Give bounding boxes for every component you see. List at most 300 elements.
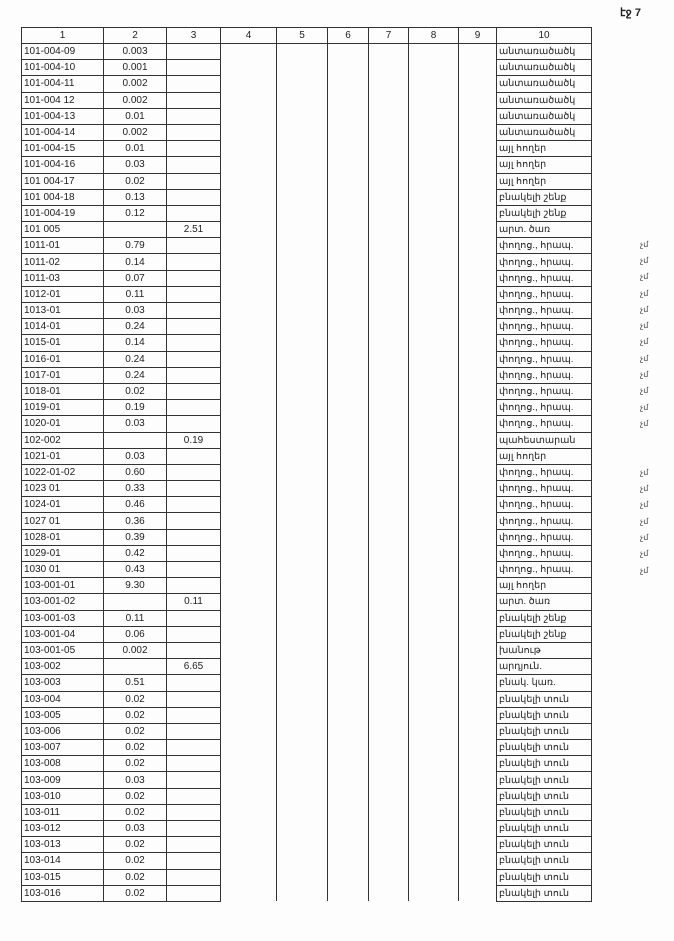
area-col3: [167, 173, 221, 189]
empty-cell: [409, 189, 459, 205]
empty-cell: [459, 545, 497, 561]
land-use-type: փողոց., հրապ.: [497, 416, 592, 432]
empty-cell: [369, 659, 409, 675]
area-col2: 9.30: [104, 578, 167, 594]
empty-cell: [328, 189, 369, 205]
empty-cell: [221, 383, 277, 399]
empty-cell: [409, 222, 459, 238]
empty-cell: [328, 562, 369, 578]
land-use-type: փողոց., հրապ.: [497, 481, 592, 497]
empty-cell: [221, 351, 277, 367]
empty-cell: [459, 788, 497, 804]
empty-cell: [221, 173, 277, 189]
header-row: [22, 28, 592, 44]
empty-cell: [277, 92, 328, 108]
table-row: [22, 885, 592, 901]
table-row: [22, 141, 592, 157]
empty-cell: [409, 464, 459, 480]
empty-cell: [221, 464, 277, 480]
empty-cell: [369, 303, 409, 319]
table-row: [22, 432, 592, 448]
empty-cell: [459, 448, 497, 464]
empty-cell: [459, 707, 497, 723]
parcel-code: 1013-01: [22, 303, 104, 319]
parcel-code: 101 005: [22, 222, 104, 238]
empty-cell: [221, 60, 277, 76]
empty-cell: [459, 853, 497, 869]
empty-cell: [221, 400, 277, 416]
empty-cell: [221, 44, 277, 60]
margin-note: չմ: [640, 304, 649, 314]
land-use-type: փողոց., հրապ.: [497, 319, 592, 335]
empty-cell: [221, 756, 277, 772]
empty-cell: [409, 319, 459, 335]
empty-cell: [459, 869, 497, 885]
empty-cell: [459, 740, 497, 756]
empty-cell: [459, 804, 497, 820]
table-row: [22, 481, 592, 497]
empty-cell: [459, 270, 497, 286]
area-col2: 0.02: [104, 740, 167, 756]
empty-cell: [221, 238, 277, 254]
area-col2: 0.03: [104, 416, 167, 432]
parcel-code: 1015-01: [22, 335, 104, 351]
empty-cell: [328, 594, 369, 610]
parcel-code: 1016-01: [22, 351, 104, 367]
empty-cell: [409, 141, 459, 157]
empty-cell: [369, 837, 409, 853]
empty-cell: [221, 853, 277, 869]
empty-cell: [369, 400, 409, 416]
land-use-type: այլ հողեր: [497, 578, 592, 594]
empty-cell: [369, 432, 409, 448]
area-col3: [167, 351, 221, 367]
table-row: [22, 238, 592, 254]
table-row: [22, 578, 592, 594]
empty-cell: [369, 108, 409, 124]
area-col2: 0.02: [104, 756, 167, 772]
empty-cell: [409, 351, 459, 367]
land-use-type: փողոց., հրապ.: [497, 270, 592, 286]
table-row: [22, 351, 592, 367]
empty-cell: [221, 529, 277, 545]
table-row: [22, 594, 592, 610]
empty-cell: [328, 141, 369, 157]
empty-cell: [221, 222, 277, 238]
empty-cell: [221, 885, 277, 901]
area-col3: [167, 367, 221, 383]
area-col2: 0.002: [104, 642, 167, 658]
margin-note: չմ: [640, 337, 649, 347]
land-use-type: փողոց., հրապ.: [497, 383, 592, 399]
land-use-type: անտառածածկ: [497, 60, 592, 76]
empty-cell: [459, 513, 497, 529]
empty-cell: [459, 319, 497, 335]
area-col3: [167, 303, 221, 319]
empty-cell: [277, 594, 328, 610]
empty-cell: [328, 578, 369, 594]
parcel-code: 101-004-09: [22, 44, 104, 60]
parcel-code: 103-004: [22, 691, 104, 707]
empty-cell: [369, 853, 409, 869]
empty-cell: [328, 497, 369, 513]
empty-cell: [328, 205, 369, 221]
table-row: [22, 189, 592, 205]
table-row: [22, 529, 592, 545]
area-col2: 0.003: [104, 44, 167, 60]
empty-cell: [221, 740, 277, 756]
area-col2: 0.13: [104, 189, 167, 205]
empty-cell: [221, 723, 277, 739]
table-row: [22, 124, 592, 140]
empty-cell: [369, 286, 409, 302]
empty-cell: [221, 76, 277, 92]
empty-cell: [369, 416, 409, 432]
empty-cell: [369, 157, 409, 173]
empty-cell: [459, 432, 497, 448]
empty-cell: [409, 707, 459, 723]
area-col3: [167, 448, 221, 464]
parcel-code: 102-002: [22, 432, 104, 448]
empty-cell: [409, 723, 459, 739]
table-row: [22, 772, 592, 788]
parcel-code: 1027 01: [22, 513, 104, 529]
parcel-code: 101-004-19: [22, 205, 104, 221]
empty-cell: [277, 173, 328, 189]
empty-cell: [459, 772, 497, 788]
parcel-code: 1024-01: [22, 497, 104, 513]
empty-cell: [409, 869, 459, 885]
margin-note: չմ: [640, 500, 649, 510]
empty-cell: [221, 254, 277, 270]
empty-cell: [409, 529, 459, 545]
area-col3: [167, 76, 221, 92]
empty-cell: [369, 254, 409, 270]
empty-cell: [277, 804, 328, 820]
empty-cell: [369, 885, 409, 901]
empty-cell: [369, 756, 409, 772]
empty-cell: [409, 659, 459, 675]
land-use-type: անտառածածկ: [497, 108, 592, 124]
empty-cell: [277, 270, 328, 286]
table-row: [22, 675, 592, 691]
empty-cell: [221, 659, 277, 675]
land-register-table: [21, 27, 592, 902]
area-col2: [104, 659, 167, 675]
empty-cell: [328, 416, 369, 432]
empty-cell: [277, 222, 328, 238]
empty-cell: [409, 400, 459, 416]
empty-cell: [369, 189, 409, 205]
table-row: [22, 837, 592, 853]
empty-cell: [277, 675, 328, 691]
area-col2: 0.11: [104, 286, 167, 302]
area-col2: 0.33: [104, 481, 167, 497]
area-col3: [167, 610, 221, 626]
empty-cell: [369, 60, 409, 76]
table-row: [22, 416, 592, 432]
empty-cell: [221, 610, 277, 626]
empty-cell: [277, 303, 328, 319]
parcel-code: 103-001-02: [22, 594, 104, 610]
empty-cell: [369, 642, 409, 658]
land-use-type: բնակելի տուն: [497, 740, 592, 756]
empty-cell: [459, 885, 497, 901]
empty-cell: [459, 189, 497, 205]
empty-cell: [409, 642, 459, 658]
parcel-code: 1011-01: [22, 238, 104, 254]
land-use-type: բնակելի շենք: [497, 189, 592, 205]
empty-cell: [328, 804, 369, 820]
empty-cell: [409, 740, 459, 756]
parcel-code: 103-016: [22, 885, 104, 901]
parcel-code: 1011-03: [22, 270, 104, 286]
table-row: [22, 707, 592, 723]
area-col2: 0.02: [104, 691, 167, 707]
empty-cell: [277, 108, 328, 124]
empty-cell: [277, 238, 328, 254]
empty-cell: [328, 756, 369, 772]
empty-cell: [459, 675, 497, 691]
empty-cell: [369, 610, 409, 626]
table-row: [22, 367, 592, 383]
empty-cell: [277, 723, 328, 739]
area-col3: [167, 804, 221, 820]
parcel-code: 103-014: [22, 853, 104, 869]
table-row: [22, 869, 592, 885]
empty-cell: [328, 173, 369, 189]
margin-note: չմ: [640, 370, 649, 379]
margin-note: չմ: [640, 255, 649, 265]
parcel-code: 1023 01: [22, 481, 104, 497]
area-col2: 0.02: [104, 837, 167, 853]
empty-cell: [277, 60, 328, 76]
parcel-code: 103-012: [22, 821, 104, 837]
empty-cell: [409, 44, 459, 60]
empty-cell: [409, 108, 459, 124]
empty-cell: [221, 691, 277, 707]
table-row: [22, 303, 592, 319]
empty-cell: [459, 562, 497, 578]
parcel-code: 101-004-11: [22, 76, 104, 92]
margin-note: չմ: [640, 402, 649, 412]
empty-cell: [459, 383, 497, 399]
empty-cell: [459, 60, 497, 76]
empty-cell: [369, 869, 409, 885]
land-use-type: արդյուն.: [497, 659, 592, 675]
empty-cell: [328, 529, 369, 545]
area-col3: [167, 124, 221, 140]
empty-cell: [277, 335, 328, 351]
empty-cell: [409, 286, 459, 302]
margin-note: չմ: [640, 418, 649, 428]
empty-cell: [221, 157, 277, 173]
empty-cell: [369, 545, 409, 561]
land-use-type: բնակելի շենք: [497, 205, 592, 221]
area-col2: 0.60: [104, 464, 167, 480]
parcel-code: 101-004-14: [22, 124, 104, 140]
empty-cell: [409, 60, 459, 76]
area-col2: 0.43: [104, 562, 167, 578]
area-col2: 0.12: [104, 205, 167, 221]
empty-cell: [328, 432, 369, 448]
area-col2: 0.02: [104, 853, 167, 869]
table-row: [22, 562, 592, 578]
empty-cell: [369, 497, 409, 513]
parcel-code: 1028-01: [22, 529, 104, 545]
col-header: 3: [167, 28, 221, 44]
area-col2: 0.51: [104, 675, 167, 691]
area-col2: 0.07: [104, 270, 167, 286]
empty-cell: [221, 513, 277, 529]
area-col3: 2.51: [167, 222, 221, 238]
area-col3: [167, 675, 221, 691]
area-col2: 0.42: [104, 545, 167, 561]
land-use-type: բնակելի տուն: [497, 885, 592, 901]
table-row: [22, 610, 592, 626]
area-col3: [167, 756, 221, 772]
empty-cell: [328, 60, 369, 76]
empty-cell: [369, 141, 409, 157]
empty-cell: [221, 416, 277, 432]
area-col3: [167, 141, 221, 157]
empty-cell: [277, 448, 328, 464]
table-row: [22, 659, 592, 675]
empty-cell: [328, 772, 369, 788]
empty-cell: [328, 869, 369, 885]
empty-cell: [277, 319, 328, 335]
empty-cell: [459, 335, 497, 351]
empty-cell: [459, 173, 497, 189]
empty-cell: [328, 853, 369, 869]
parcel-code: 101-004-10: [22, 60, 104, 76]
parcel-code: 103-007: [22, 740, 104, 756]
area-col2: 0.14: [104, 254, 167, 270]
parcel-code: 101-004-16: [22, 157, 104, 173]
area-col2: 0.11: [104, 610, 167, 626]
area-col3: [167, 481, 221, 497]
area-col3: [167, 837, 221, 853]
area-col3: 0.11: [167, 594, 221, 610]
empty-cell: [409, 124, 459, 140]
land-use-type: այլ հողեր: [497, 141, 592, 157]
empty-cell: [221, 432, 277, 448]
area-col2: 0.002: [104, 76, 167, 92]
parcel-code: 101-004 12: [22, 92, 104, 108]
empty-cell: [459, 367, 497, 383]
page-number: էջ 7: [620, 7, 641, 19]
margin-note: չմ: [640, 386, 649, 396]
empty-cell: [277, 756, 328, 772]
area-col3: [167, 383, 221, 399]
empty-cell: [409, 238, 459, 254]
parcel-code: 101 004-18: [22, 189, 104, 205]
area-col3: [167, 189, 221, 205]
parcel-code: 1019-01: [22, 400, 104, 416]
empty-cell: [459, 659, 497, 675]
area-col2: [104, 594, 167, 610]
empty-cell: [221, 141, 277, 157]
table-row: [22, 44, 592, 60]
empty-cell: [221, 578, 277, 594]
land-use-type: բնակելի տուն: [497, 869, 592, 885]
empty-cell: [277, 432, 328, 448]
area-col3: [167, 335, 221, 351]
empty-cell: [221, 788, 277, 804]
empty-cell: [277, 610, 328, 626]
empty-cell: [459, 626, 497, 642]
empty-cell: [221, 481, 277, 497]
area-col3: [167, 545, 221, 561]
table-row: [22, 545, 592, 561]
empty-cell: [409, 804, 459, 820]
empty-cell: [277, 821, 328, 837]
empty-cell: [409, 691, 459, 707]
empty-cell: [277, 707, 328, 723]
land-use-type: փողոց., հրապ.: [497, 545, 592, 561]
empty-cell: [277, 642, 328, 658]
area-col3: [167, 108, 221, 124]
land-use-type: բնակ. կառ.: [497, 675, 592, 691]
empty-cell: [221, 869, 277, 885]
area-col3: [167, 788, 221, 804]
area-col2: 0.002: [104, 124, 167, 140]
empty-cell: [459, 400, 497, 416]
empty-cell: [459, 303, 497, 319]
empty-cell: [409, 853, 459, 869]
empty-cell: [369, 707, 409, 723]
empty-cell: [409, 383, 459, 399]
empty-cell: [409, 675, 459, 691]
empty-cell: [369, 222, 409, 238]
empty-cell: [459, 578, 497, 594]
table-row: [22, 108, 592, 124]
table-row: [22, 448, 592, 464]
land-use-type: այլ հողեր: [497, 157, 592, 173]
empty-cell: [369, 788, 409, 804]
table-row: [22, 691, 592, 707]
parcel-code: 103-008: [22, 756, 104, 772]
area-col2: 0.36: [104, 513, 167, 529]
land-use-type: անտառածածկ: [497, 124, 592, 140]
table-row: [22, 173, 592, 189]
empty-cell: [277, 189, 328, 205]
empty-cell: [328, 157, 369, 173]
empty-cell: [369, 205, 409, 221]
empty-cell: [459, 254, 497, 270]
empty-cell: [221, 286, 277, 302]
empty-cell: [221, 92, 277, 108]
empty-cell: [328, 513, 369, 529]
land-use-type: փողոց., հրապ.: [497, 529, 592, 545]
empty-cell: [221, 108, 277, 124]
area-col2: 0.03: [104, 157, 167, 173]
empty-cell: [277, 853, 328, 869]
empty-cell: [221, 626, 277, 642]
area-col3: [167, 626, 221, 642]
empty-cell: [369, 626, 409, 642]
empty-cell: [277, 141, 328, 157]
table-row: [22, 319, 592, 335]
empty-cell: [459, 642, 497, 658]
area-col3: 0.19: [167, 432, 221, 448]
area-col2: 0.002: [104, 92, 167, 108]
empty-cell: [459, 837, 497, 853]
empty-cell: [221, 707, 277, 723]
area-col3: 6.65: [167, 659, 221, 675]
parcel-code: 103-009: [22, 772, 104, 788]
empty-cell: [328, 723, 369, 739]
